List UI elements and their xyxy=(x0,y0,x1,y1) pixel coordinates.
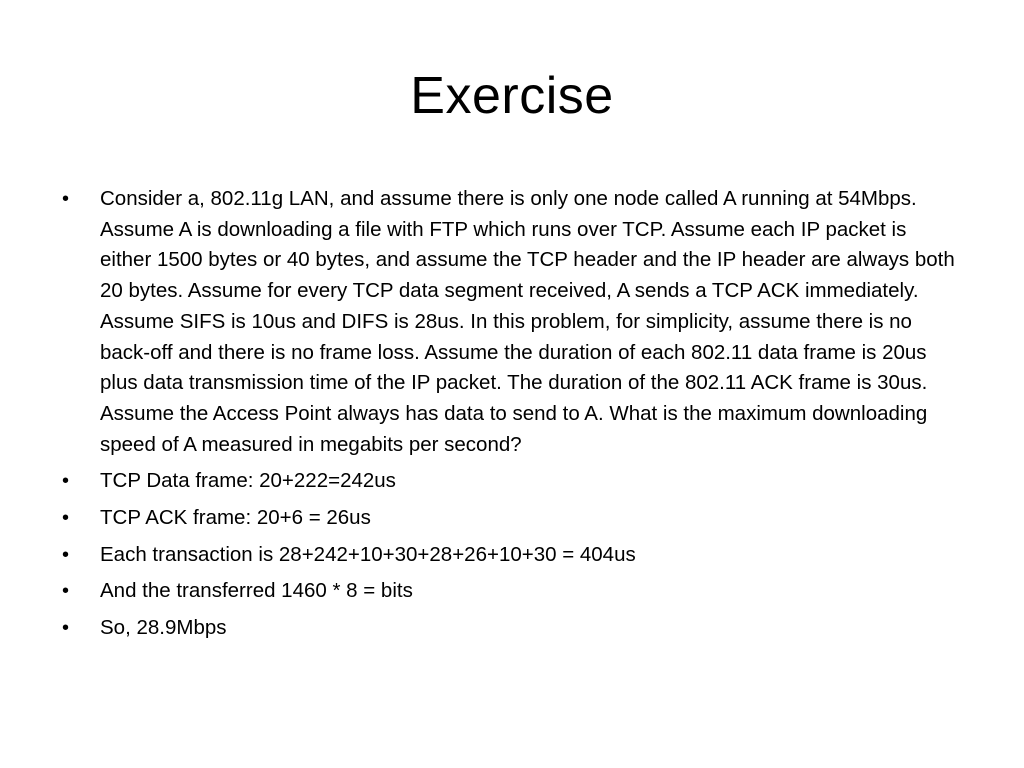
bullet-item-transaction xyxy=(62,540,962,571)
bullet-icon: • xyxy=(62,188,70,210)
slide-title: Exercise xyxy=(410,67,614,125)
bullet-item-answer xyxy=(62,613,962,644)
bullet-text: Consider a, 802.11g LAN, and assume there is only one node called A running at 54Mbps. Assume A is downloading a file with FTP which runs over TCP. Assume each IP packet is either 1500 bytes or 40 bytes, and assume the TCP header and the IP header are always both 20 bytes. Assume for every TCP data segment received, A sends a TCP ACK immediately. Assume SIFS is 10us and DIFS is 28us. In this problem, for simplicity, assume there is no back-off and there is no frame loss. Assume the duration of each 802.11 data frame is 20us plus data transmission time of the IP packet. The duration of the 802.11 ACK frame is 30us. Assume the Access Point always has data to send to A. What is the maximum downloading speed of A measured in megabits per second? xyxy=(100,187,955,456)
bullet-icon: • xyxy=(62,470,70,493)
bullet-text: And the transferred 1460 * 8 = bits xyxy=(100,579,413,603)
bullet-item-transferred-bits xyxy=(62,576,962,607)
bullet-icon: • xyxy=(62,507,70,530)
bullet-item-data-frame xyxy=(62,466,962,497)
bullet-text: So, 28.9Mbps xyxy=(100,616,227,640)
bullet-icon: • xyxy=(62,617,70,640)
bullet-list xyxy=(62,184,962,650)
bullet-item-problem xyxy=(62,184,962,460)
bullet-item-ack-frame xyxy=(62,503,962,534)
bullet-icon: • xyxy=(62,580,70,603)
bullet-text: TCP Data frame: 20+222=242us xyxy=(100,469,396,493)
bullet-text: TCP ACK frame: 20+6 = 26us xyxy=(100,506,371,530)
bullet-icon: • xyxy=(62,543,70,566)
bullet-text: Each transaction is 28+242+10+30+28+26+10+30 = 404us xyxy=(100,542,636,566)
